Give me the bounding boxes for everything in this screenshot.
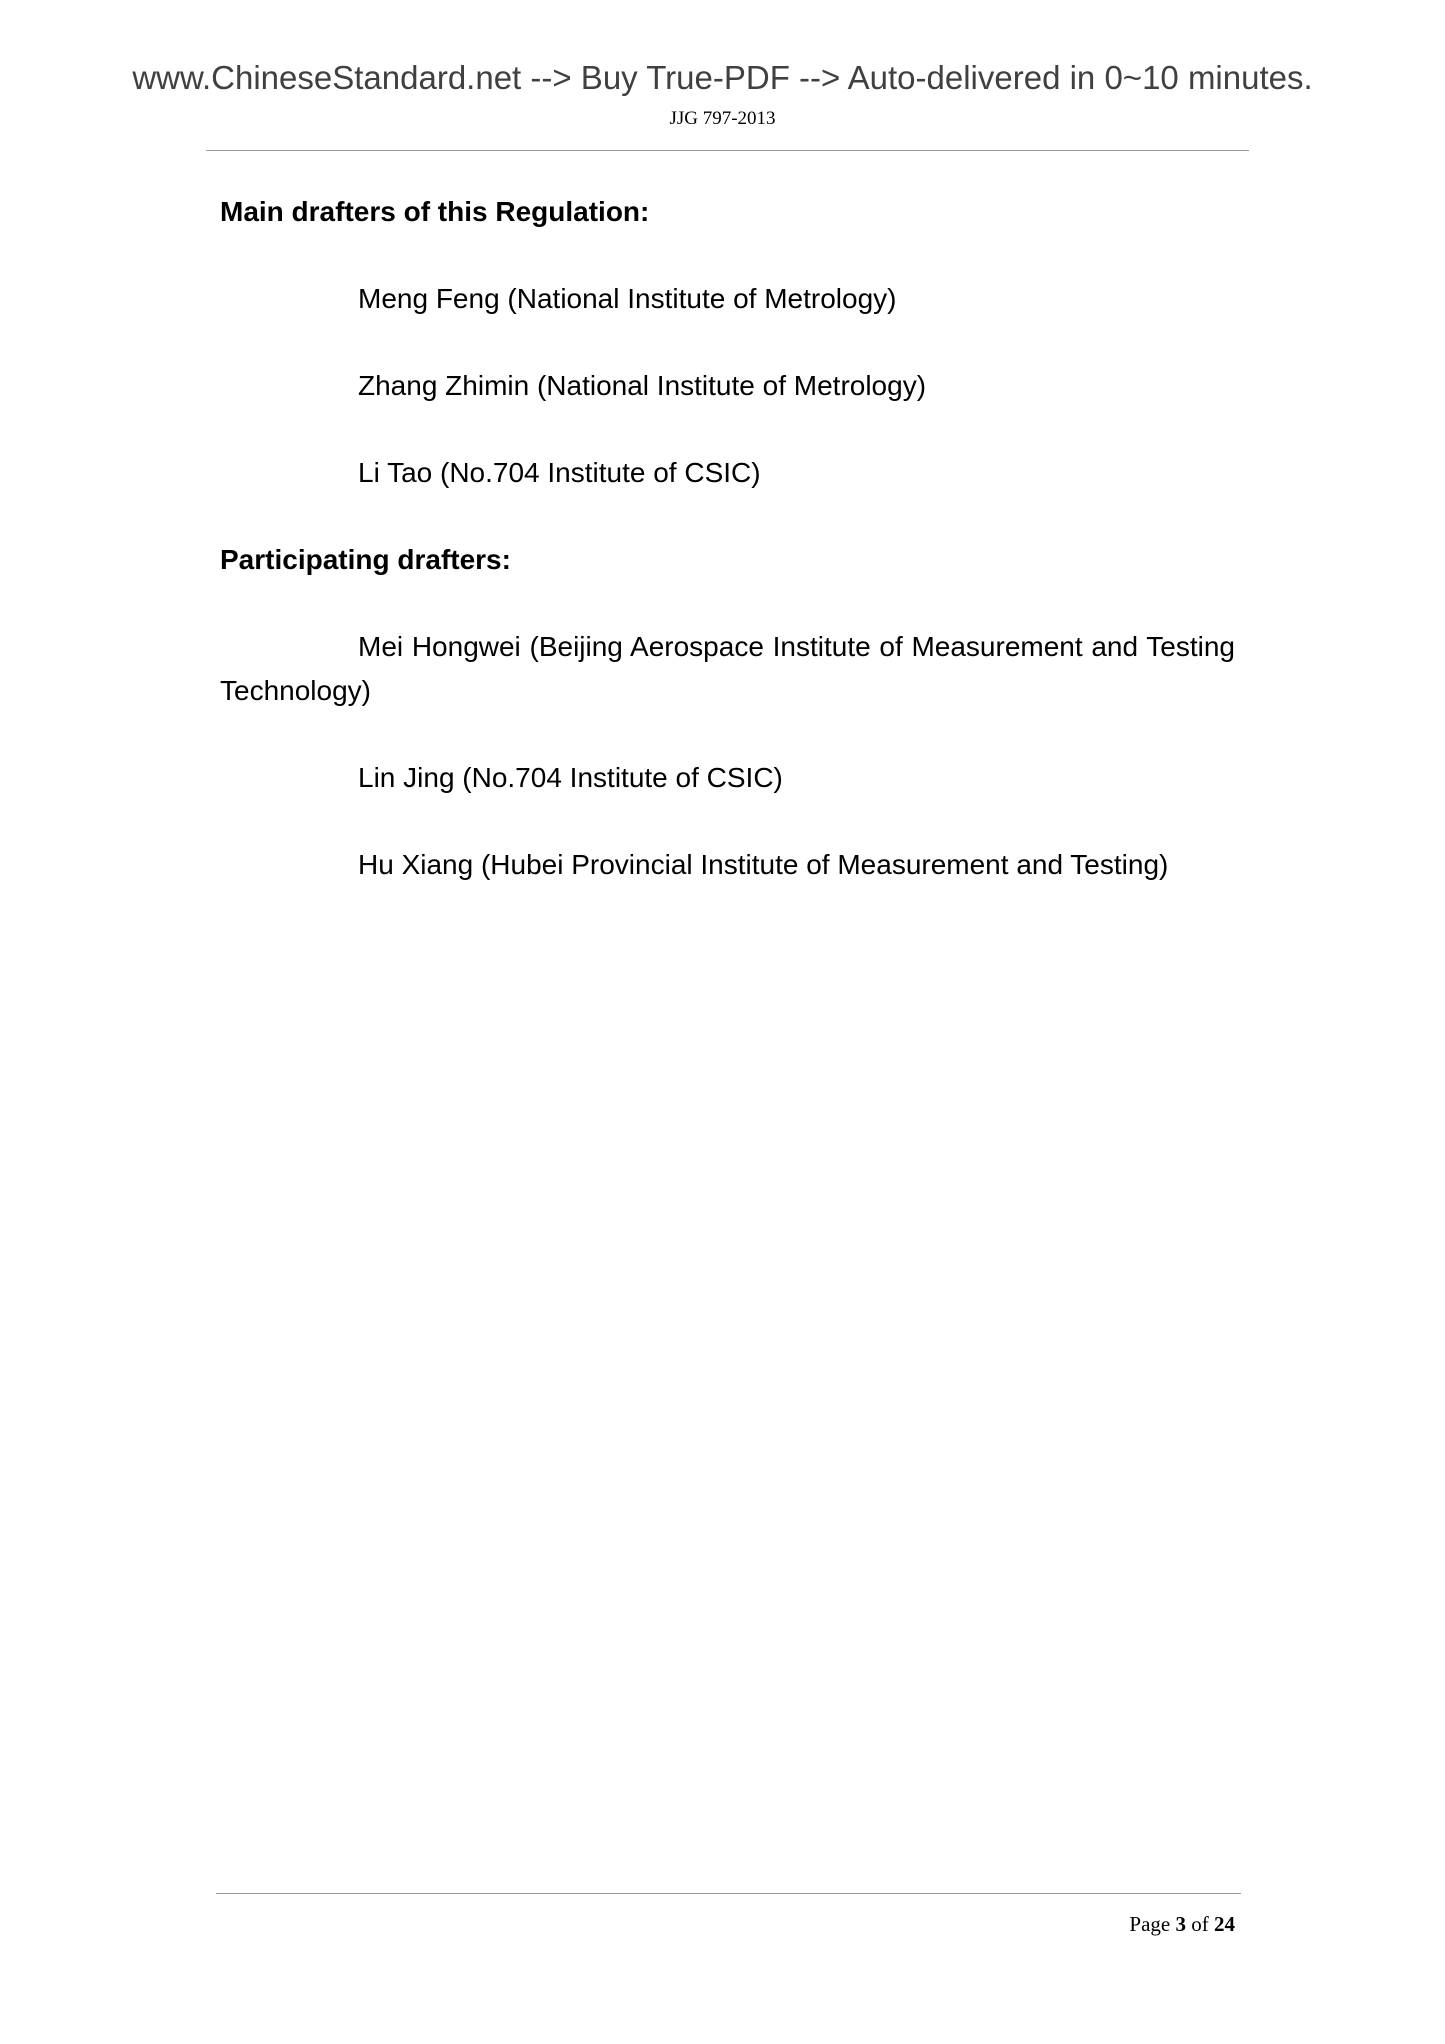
page-number bbox=[1129, 1910, 1235, 1938]
main-drafters-heading: Main drafters of this Regulation: bbox=[220, 196, 650, 227]
page-of: of bbox=[1191, 1912, 1209, 1936]
site-banner: www.ChineseStandard.net --> Buy True-PDF --> Auto-delivered in 0~10 minutes. bbox=[132, 59, 1313, 96]
participating-drafter-item: Mei Hongwei (Beijing Aerospace Institute of Measurement and Testing Technology) bbox=[220, 631, 1235, 706]
page-label: Page bbox=[1129, 1912, 1171, 1936]
header-divider bbox=[206, 150, 1249, 151]
participating-drafter-item: Lin Jing (No.704 Institute of CSIC) bbox=[358, 762, 783, 793]
standard-code: JJG 797-2013 bbox=[669, 108, 776, 129]
main-drafter-item: Meng Feng (National Institute of Metrology) bbox=[358, 283, 897, 314]
page-total: 24 bbox=[1214, 1912, 1235, 1936]
footer-divider bbox=[216, 1893, 1241, 1894]
document-body bbox=[220, 190, 1235, 930]
page-current: 3 bbox=[1175, 1912, 1186, 1936]
participating-drafters-heading: Participating drafters: bbox=[220, 544, 511, 575]
main-drafter-item: Zhang Zhimin (National Institute of Metrology) bbox=[358, 370, 927, 401]
participating-drafter-item: Hu Xiang (Hubei Provincial Institute of Measurement and Testing) bbox=[358, 849, 1169, 880]
main-drafter-item: Li Tao (No.704 Institute of CSIC) bbox=[358, 457, 761, 488]
